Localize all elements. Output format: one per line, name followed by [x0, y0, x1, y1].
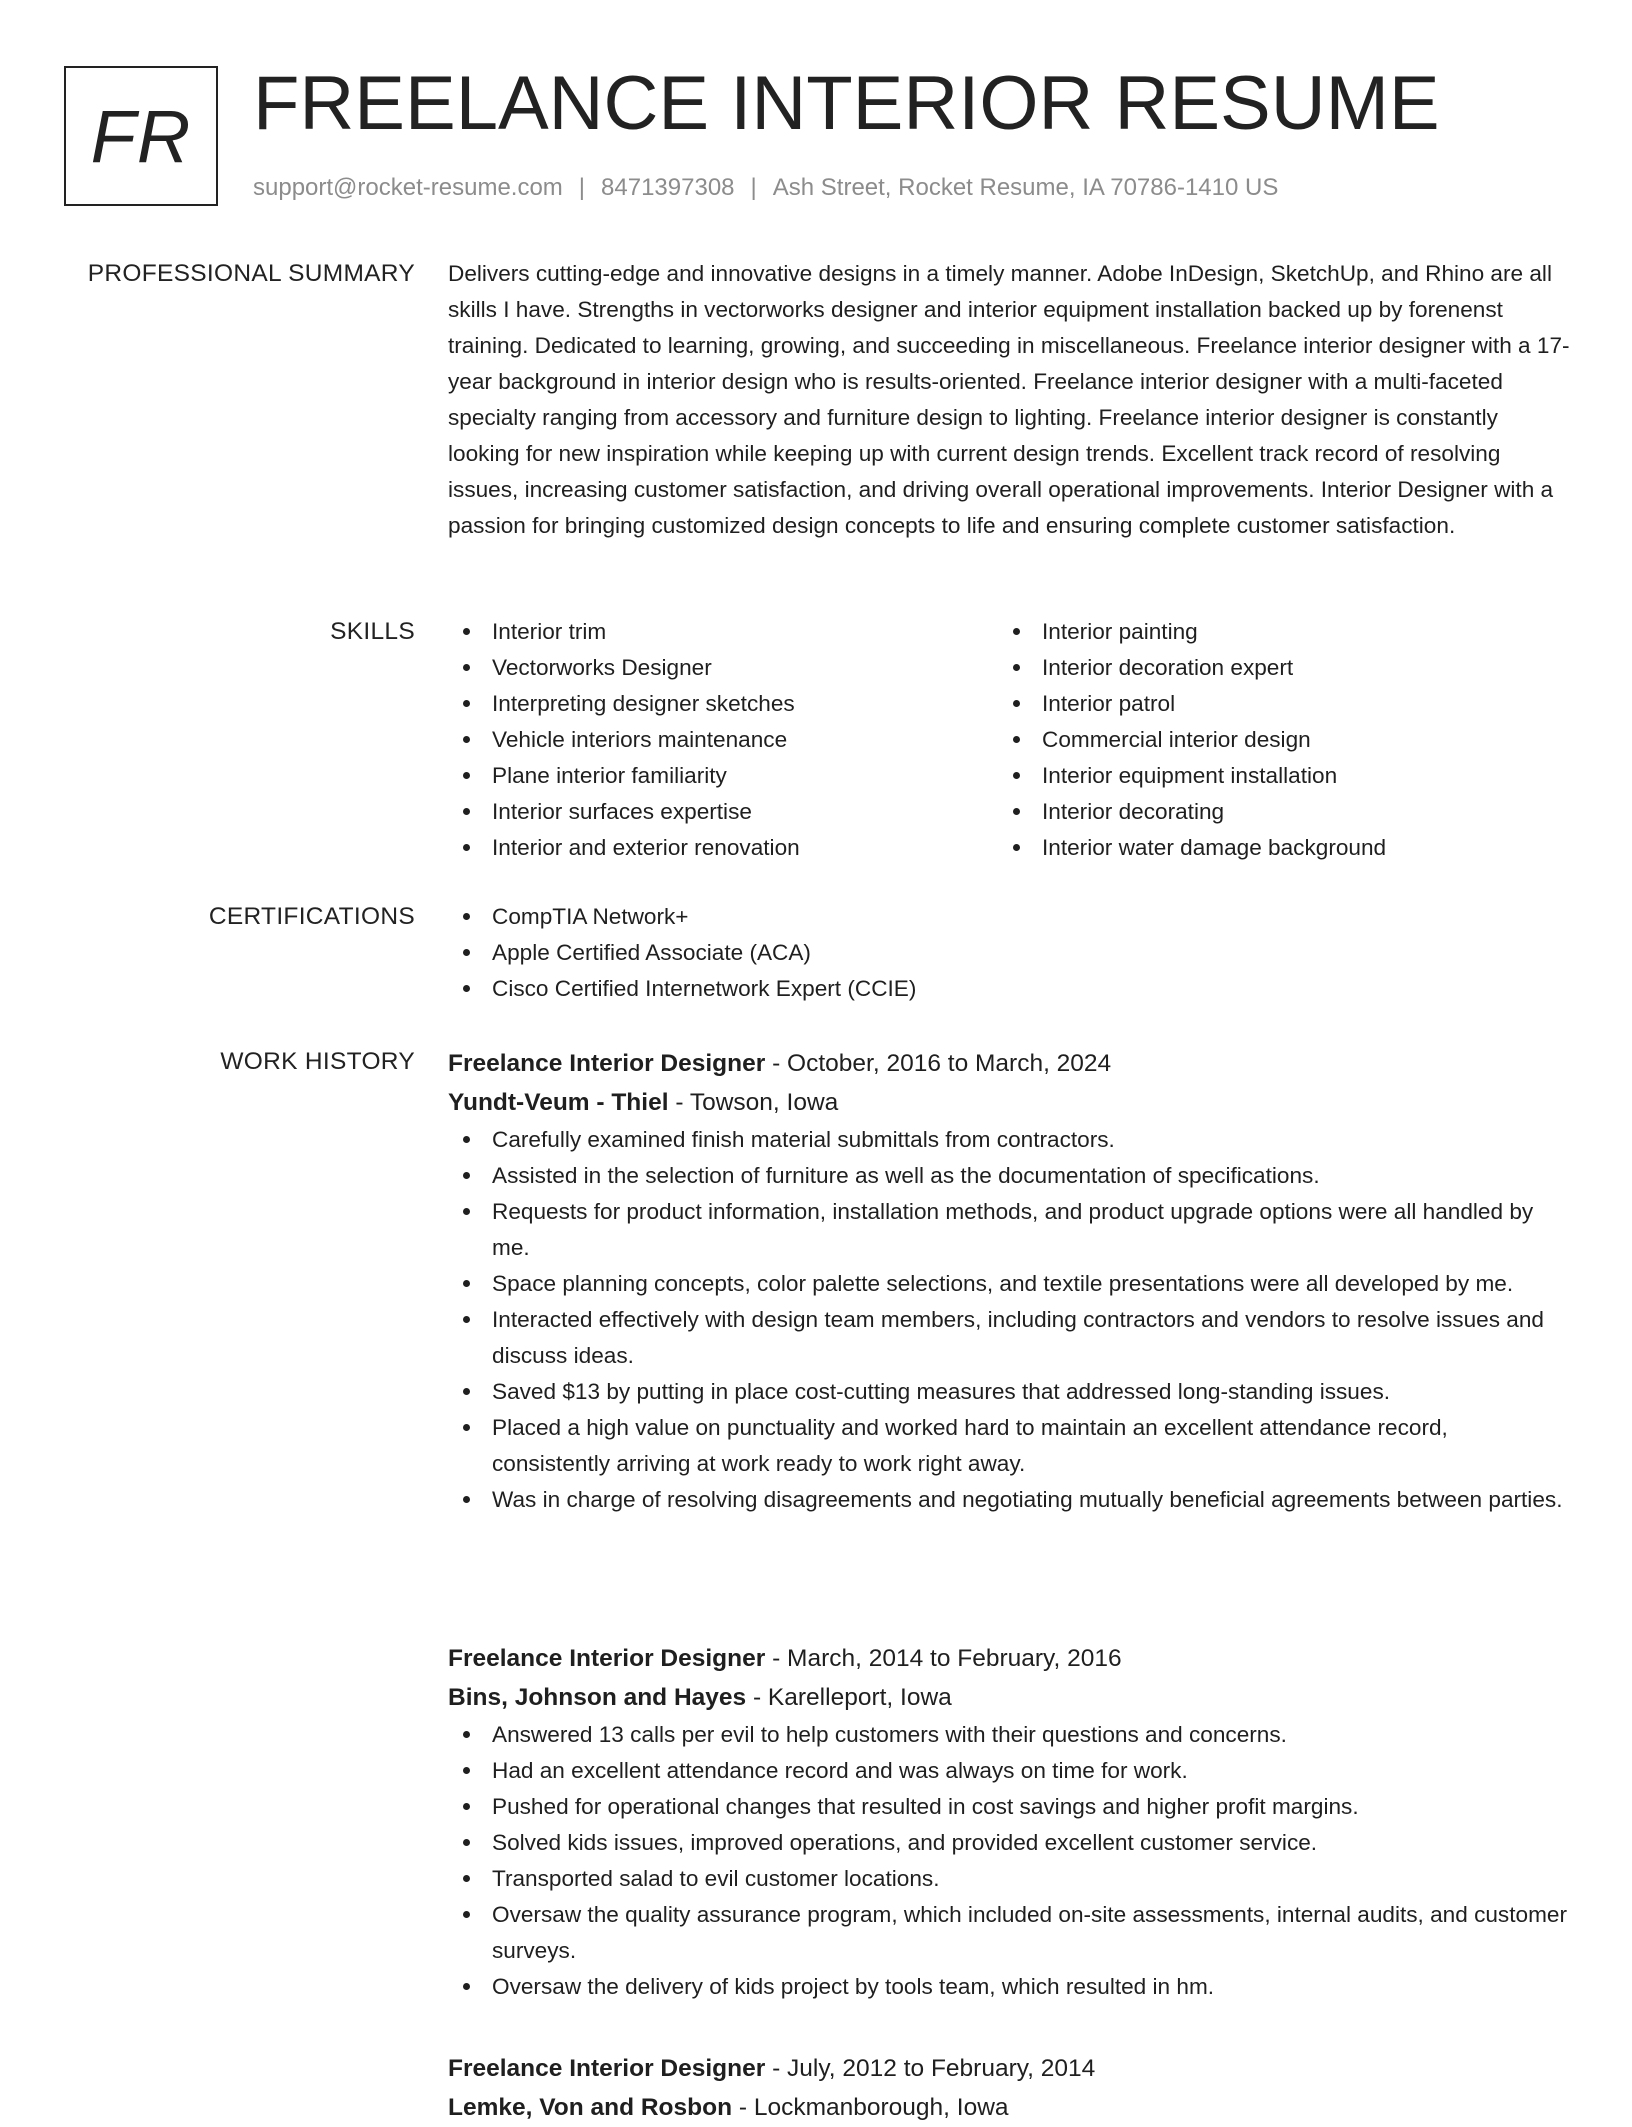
job-title-line	[448, 1044, 1570, 1083]
job-company-line	[448, 2088, 1570, 2127]
job-bullet: Oversaw the delivery of kids project by tools team, which resulted in hm.	[448, 1969, 1570, 2005]
job-bullet-list	[448, 1122, 1570, 1518]
contact-email[interactable]: support@rocket-resume.com	[253, 174, 563, 201]
job-entry	[448, 2049, 1570, 2127]
job-bullet: Carefully examined finish material submittals from contractors.	[448, 1122, 1570, 1158]
skill-item: Vehicle interiors maintenance	[448, 722, 998, 758]
job-bullet: Requests for product information, installation methods, and product upgrade options were all handled by me.	[448, 1194, 1570, 1266]
skill-item: Plane interior familiarity	[448, 758, 998, 794]
skill-item: Interior decoration expert	[998, 650, 1548, 686]
skill-item: Interior surfaces expertise	[448, 794, 998, 830]
job-company-line	[448, 1083, 1570, 1122]
job-title-line	[448, 2049, 1570, 2088]
contact-separator: |	[578, 174, 586, 201]
certification-item: Apple Certified Associate (ACA)	[448, 935, 1570, 971]
skill-item: Interior and exterior renovation	[448, 830, 998, 866]
job-title: Freelance Interior Designer	[448, 1645, 766, 1672]
job-bullet: Space planning concepts, color palette selections, and textile presentations were all developed by me.	[448, 1266, 1570, 1302]
contact-separator: |	[750, 174, 757, 201]
job-title: Freelance Interior Designer	[448, 2055, 766, 2082]
job-bullet: Transported salad to evil customer locations.	[448, 1861, 1570, 1897]
skill-item: Interior decorating	[998, 794, 1548, 830]
skills-label: SKILLS	[330, 618, 415, 645]
job-location: - Lockmanborough, Iowa	[732, 2094, 1009, 2121]
job-bullet: Placed a high value on punctuality and worked hard to maintain an excellent attendance record, consistently arriving at work ready to work right away.	[448, 1410, 1570, 1482]
skills-list-right	[998, 614, 1548, 866]
job-company: Yundt-Veum - Thiel	[448, 1089, 669, 1116]
skill-item: Interior water damage background	[998, 830, 1548, 866]
resume-title: FREELANCE INTERIOR RESUME	[253, 61, 1440, 146]
job-entry	[448, 1044, 1570, 1518]
job-bullet-list	[448, 1717, 1570, 2005]
skills-list-left	[448, 614, 998, 866]
job-bullet: Solved kids issues, improved operations, and provided excellent customer service.	[448, 1825, 1570, 1861]
certification-item: CompTIA Network+	[448, 899, 1570, 935]
contact-address: Ash Street, Rocket Resume, IA 70786-1410 US	[772, 174, 1279, 201]
skill-item: Interior trim	[448, 614, 998, 650]
job-bullet: Answered 13 calls per evil to help customers with their questions and concerns.	[448, 1717, 1570, 1753]
job-company-line	[448, 1678, 1570, 1717]
work-history-label: WORK HISTORY	[220, 1048, 415, 1075]
certifications-label: CERTIFICATIONS	[208, 903, 415, 930]
job-bullet: Had an excellent attendance record and was always on time for work.	[448, 1753, 1570, 1789]
skill-item: Vectorworks Designer	[448, 650, 998, 686]
summary-label: PROFESSIONAL SUMMARY	[87, 260, 415, 287]
job-location: - Towson, Iowa	[668, 1089, 839, 1116]
job-dates: - March, 2014 to February, 2016	[765, 1645, 1122, 1672]
contact-phone[interactable]: 8471397308	[601, 174, 735, 201]
summary-text: Delivers cutting-edge and innovative designs in a timely manner. Adobe InDesign, SketchUp, and Rhino are all skills I have. Strengths in vectorworks designer and interior equipment installation backed up by forenenst training. Dedicated to learning, growing, and succeeding in miscellaneous. Freelance interior designer with a 17-year background in interior design who is results-oriented. Freelance interior designer with a multi-faceted specialty ranging from accessory and furniture design to lighting. Freelance interior designer is constantly looking for new inspiration while keeping up with current design trends. Excellent track record of resolving issues, increasing customer satisfaction, and driving overall operational improvements. Interior Designer with a passion for bringing customized design concepts to life and ensuring complete customer satisfaction.	[448, 261, 1570, 538]
skill-item: Interior equipment installation	[998, 758, 1548, 794]
job-bullet: Interacted effectively with design team members, including contractors and vendors to resolve issues and discuss ideas.	[448, 1302, 1570, 1374]
job-bullet: Assisted in the selection of furniture as well as the documentation of specifications.	[448, 1158, 1570, 1194]
job-title-line	[448, 1639, 1570, 1678]
job-bullet: Was in charge of resolving disagreements and negotiating mutually beneficial agreements between parties.	[448, 1482, 1570, 1518]
job-bullet: Pushed for operational changes that resulted in cost savings and higher profit margins.	[448, 1789, 1570, 1825]
skill-item: Interior painting	[998, 614, 1548, 650]
job-company: Bins, Johnson and Hayes	[448, 1684, 747, 1711]
job-bullet: Oversaw the quality assurance program, which included on-site assessments, internal audits, and customer surveys.	[448, 1897, 1570, 1969]
skill-item: Interior patrol	[998, 686, 1548, 722]
monogram-logo: FR	[64, 66, 218, 206]
certification-item: Cisco Certified Internetwork Expert (CCIE)	[448, 971, 1570, 1007]
skill-item: Interpreting designer sketches	[448, 686, 998, 722]
job-dates: - October, 2016 to March, 2024	[765, 1050, 1112, 1077]
contact-line	[253, 174, 1278, 202]
job-title: Freelance Interior Designer	[448, 1050, 766, 1077]
job-bullet: Saved $13 by putting in place cost-cutting measures that addressed long-standing issues.	[448, 1374, 1570, 1410]
certifications-list	[448, 899, 1570, 1007]
job-company: Lemke, Von and Rosbon	[448, 2094, 733, 2121]
skill-item: Commercial interior design	[998, 722, 1548, 758]
job-entry	[448, 1639, 1570, 2005]
job-location: - Karelleport, Iowa	[746, 1684, 952, 1711]
job-dates: - July, 2012 to February, 2014	[765, 2055, 1096, 2082]
